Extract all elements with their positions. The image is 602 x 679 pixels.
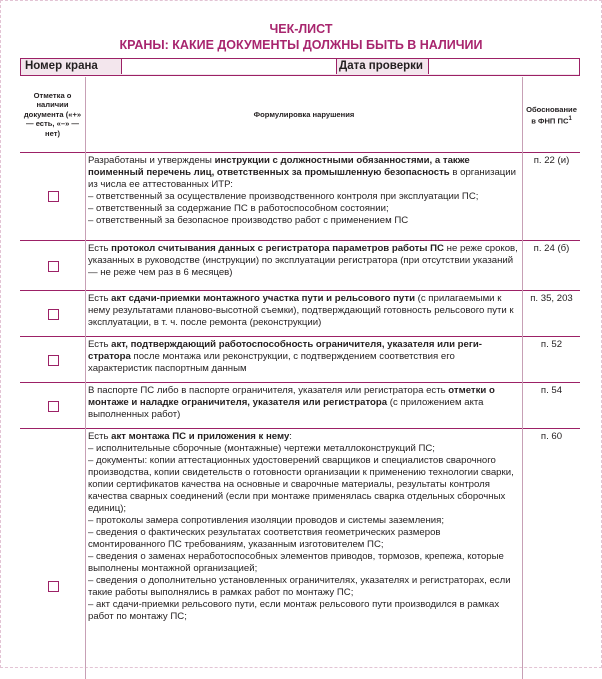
violation-text: Есть акт сдачи-приемки монтажного участка пути и рельсового пути (с прилагаемыми к нему результатами планово-высотной съемки), подтверждающий готовность рельсового пути к эксплуатации, в т. ч. после ремонта (реконструкции) [88,293,514,328]
basis-ref: п. 24 (б) [533,243,570,254]
violation-text: Разработаны и утверждены инструкции с должностными обязанностями, а также поименный перечень лиц, ответственных за промышленную безопасность в организации из числа ее аттестованных ИТР: – ответственный за осуществление производственного контроля при эксплуатации ПС; – ответственный за содержание ПС в работоспособном состоянии; – ответственный за безопасное производство работ с применением ПС [88,155,517,226]
checklist-title: ЧЕК-ЛИСТ [269,22,333,36]
table-row [20,429,580,679]
basis-ref: п. 22 (и) [533,155,570,166]
check-box[interactable] [48,355,59,366]
check-box[interactable] [48,401,59,412]
crane-number-field[interactable] [121,59,337,74]
check-box[interactable] [48,191,59,202]
violation-text: Есть протокол считывания данных с регистратора параметров работы ПС не реже сроков, указанных в руководстве (инструкции) по эксплуатации регистратора (при отсутствии указаний — не реже чем раз в 6 месяцев) [88,243,518,278]
table-row [20,383,580,429]
table-header-row [20,77,580,153]
crane-number-label: Номер крана [25,60,98,72]
table-row [20,241,580,291]
table-row [20,291,580,337]
checklist-subtitle: КРАНЫ: КАКИЕ ДОКУМЕНТЫ ДОЛЖНЫ БЫТЬ В НАЛИЧИИ [119,38,483,52]
check-date-field[interactable] [428,59,579,74]
column-divider [85,77,86,679]
table-row [20,153,580,241]
violation-text: В паспорте ПС либо в паспорте ограничителя, указателя или регистратора есть отметки о монтаже и наладке ограничителя, указателя или регистратора (с приложением акта выполненных работ) [88,385,495,420]
table-row [20,337,580,383]
check-box[interactable] [48,261,59,272]
violation-text: Есть акт монтажа ПС и приложения к нему: – исполнительные сборочные (монтажные) чертежи металлоконструкций ПС; – документы: копии аттестационных удостоверений сварщиков и специалистов сварочного производства, копии свидетельств о готовности организации к применению технологии сварки, копии сертификатов качества на основные и сварочные материалы, результаты контроля качества сварных соединений (если при монтаже применялась сварка отдельных сборочных единиц); – протоколы замера сопротивления изоляции проводов и системы заземления; – сведения о фактических результатах соответствия геометрических размеров смонтированного ПС требованиям, указанным изготовителем ПС; – сведения о заменах неработоспособных элементов приводов, тормозов, крепежа, которые выполнены монтажной организацией; – сведения о дополнительно установленных ограничителях, указателях и регистраторах, если такие работы выполнялись в рамках работ по монтажу ПС; – акт сдачи-приемки рельсового пути, если монтаж рельсового пути производился в рамках работ по монтажу ПС; [88,431,514,622]
violation-text: Есть акт, подтверждающий работоспособность ограничителя, указателя или регистратора после монтажа или реконструкции, с подтверждением соответствия его характеристик паспортным данным [88,339,482,374]
crane-header-bar [20,58,580,76]
col-mark-header: Отметка о наличии документа («+» — есть, «–» — нет) [23,90,82,138]
check-date-label: Дата проверки [339,60,423,72]
basis-ref: п. 52 [540,339,563,350]
basis-ref: п. 54 [540,385,563,396]
check-box[interactable] [48,309,59,320]
check-box[interactable] [48,581,59,592]
column-divider [522,77,523,679]
col-violation-header: Формулировка нарушения [253,109,355,119]
basis-ref: п. 35, 203 [530,293,573,304]
basis-ref: п. 60 [540,431,563,442]
col-basis-header: Обоснование в ФНП $ПС^1$ [526,105,577,126]
